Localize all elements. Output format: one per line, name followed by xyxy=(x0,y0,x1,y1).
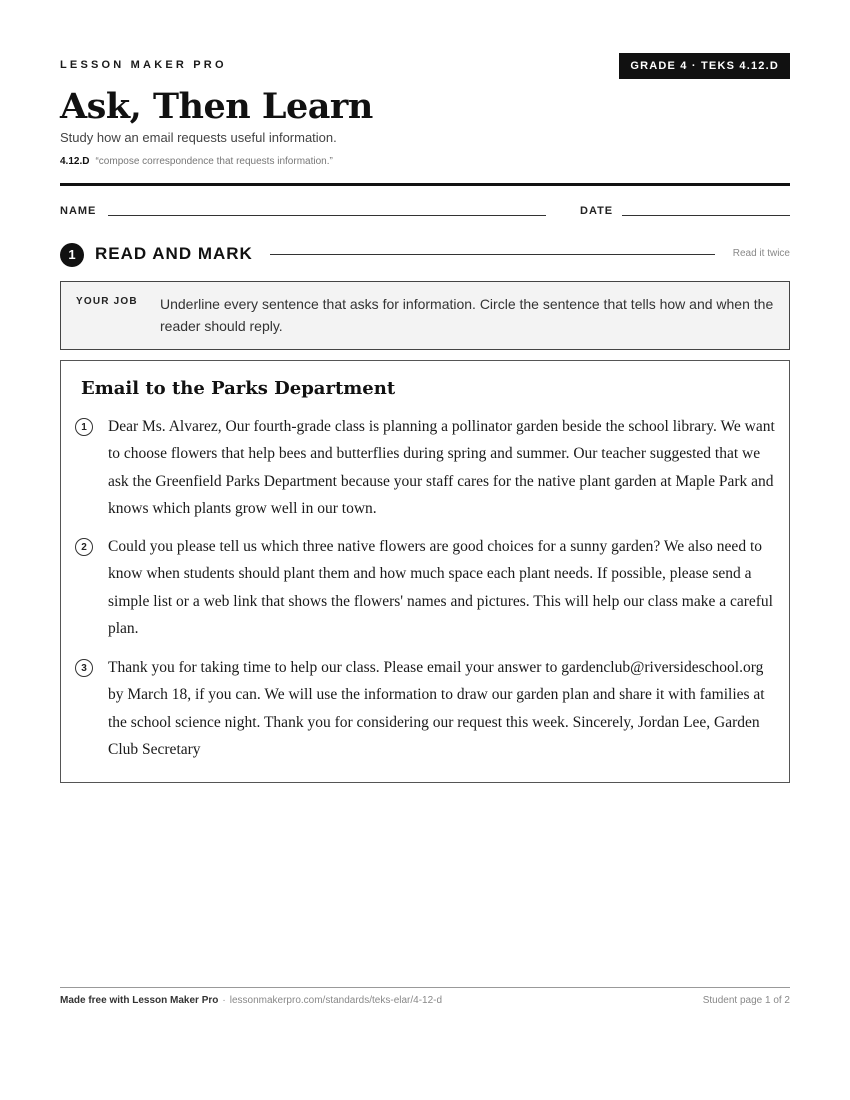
date-label: DATE xyxy=(580,205,614,217)
footer-made-with: Made free with Lesson Maker Pro xyxy=(60,995,219,1006)
section-hint: Read it twice xyxy=(732,248,790,259)
section-title: READ AND MARK xyxy=(95,244,253,263)
section-number-badge: 1 xyxy=(60,243,84,267)
passage-box xyxy=(60,360,790,783)
brand-name: LESSON MAKER PRO xyxy=(60,59,227,71)
footer-divider xyxy=(60,987,790,988)
worksheet-page xyxy=(60,0,790,1100)
page-title: Ask, Then Learn xyxy=(60,86,373,127)
paragraph-number: 3 xyxy=(75,659,93,677)
footer-credit xyxy=(60,995,442,1006)
date-field[interactable] xyxy=(622,215,790,216)
paragraph-number: 1 xyxy=(75,418,93,436)
paragraph-text: Thank you for taking time to help our class. Please email your answer to gardenclub@riversideschool.org by March 18, if you can. We will use the information to draw our garden plan and share it with families at the school science night. Thank you for considering our request this week. Sincerely, Jordan Lee, Garden Club Secretary xyxy=(108,659,765,758)
standard-code: 4.12.D xyxy=(60,156,90,167)
paragraph-text: Could you please tell us which three native flowers are good choices for a sunny garden? We also need to know when students should plant them and how much space each plant needs. If possible, please send a simple list or a web link that shows the flowers' names and pictures. This will help our class make a careful plan. xyxy=(108,538,773,637)
paragraph-number: 2 xyxy=(75,538,93,556)
section-divider xyxy=(270,254,715,255)
footer-separator: · xyxy=(222,995,226,1006)
grade-badge: GRADE 4 · TEKS 4.12.D xyxy=(619,53,790,79)
name-label: NAME xyxy=(60,205,97,217)
page-subtitle: Study how an email requests useful information. xyxy=(60,130,337,145)
standard-line xyxy=(60,156,333,167)
footer-url-link[interactable]: lessonmakerpro.com/standards/teks-elar/4-12-d xyxy=(229,995,443,1006)
header-divider xyxy=(60,183,790,186)
instructions-text: Underline every sentence that asks for information. Circle the sentence that tells how and when the reader should reply. xyxy=(160,296,774,334)
instructions-box xyxy=(60,281,790,350)
standard-quote: “compose correspondence that requests information.” xyxy=(95,156,333,167)
name-field[interactable] xyxy=(108,215,546,216)
paragraph-text: Dear Ms. Alvarez, Our fourth-grade class is planning a pollinator garden beside the school library. We want to choose flowers that help bees and butterflies during spring and summer. Our teacher suggested that we ask the Greenfield Parks Department because your staff cares for the native plant garden at Maple Park and knows which plants grow well in our town. xyxy=(108,418,775,517)
passage-title: Email to the Parks Department xyxy=(81,378,396,399)
footer-page-number: Student page 1 of 2 xyxy=(702,995,790,1006)
instructions-label: YOUR JOB xyxy=(76,296,138,307)
